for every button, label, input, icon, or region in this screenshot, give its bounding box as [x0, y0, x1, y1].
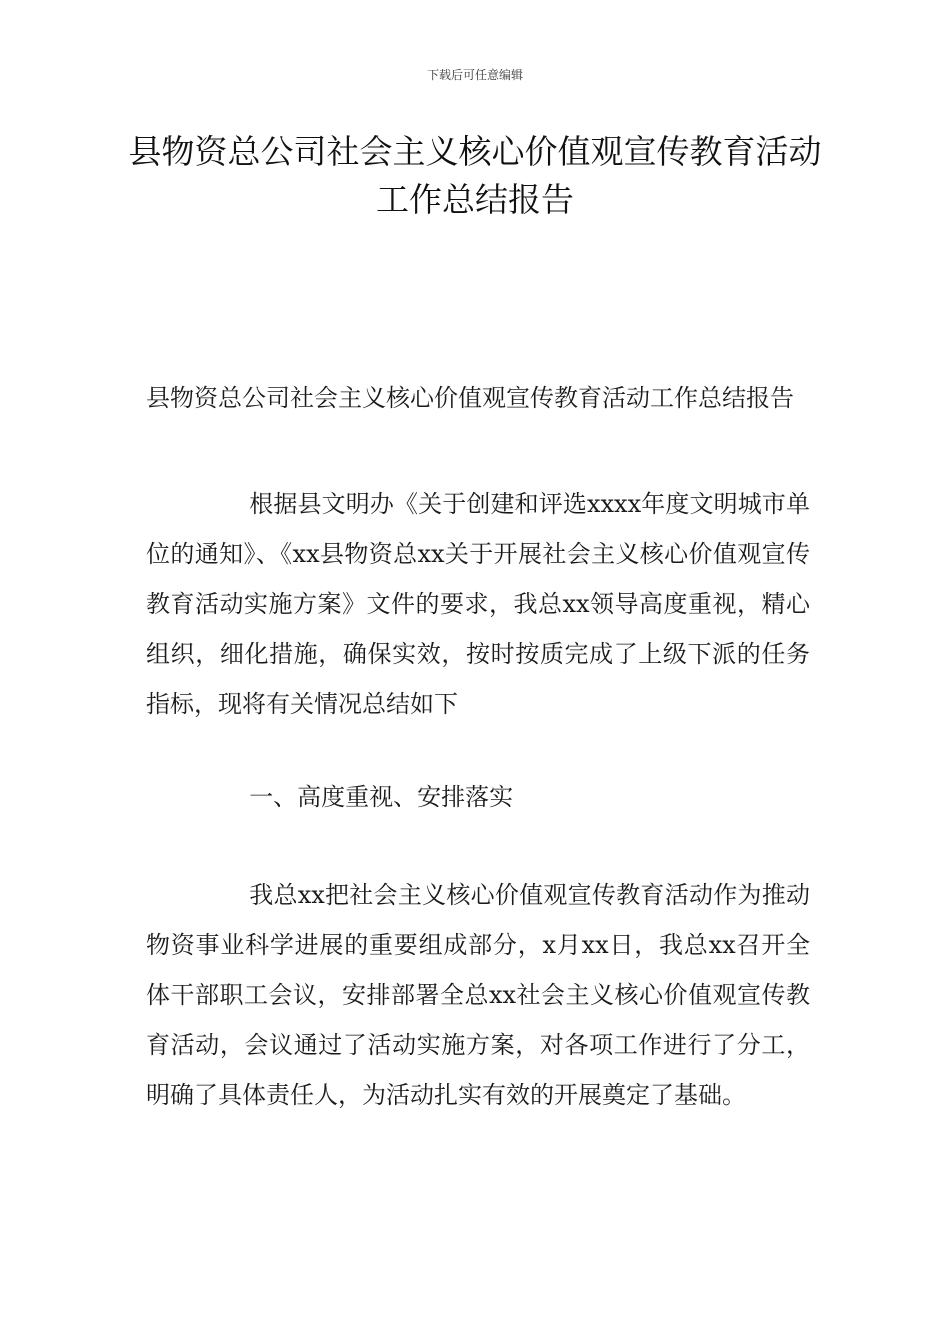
section-1-paragraph: 我总xx把社会主义核心价值观宣传教育活动作为推动物资事业科学进展的重要组成部分，x月xx日，我总xx召开全体干部职工会议，安排部署全总xx社会主义核心价值观宣传教育活动，会议通过了活动实施方案，对各项工作进行了分工，明确了具体责任人，为活动扎实有效的开展奠定了基础。: [146, 881, 810, 1109]
section-1-heading: 一、高度重视、安排落实: [249, 783, 514, 811]
intro-paragraph: 根据县文明办《关于创建和评选xxxx年度文明城市单位的通知》、《xx县物资总xx关于开展社会主义核心价值观宣传教育活动实施方案》文件的要求，我总xx领导高度重视，精心组织，细化措施，确保实效，按时按质完成了上级下派的任务指标，现将有关情况总结如下: [146, 490, 810, 718]
document-subtitle: 县物资总公司社会主义核心价值观宣传教育活动工作总结报告: [146, 384, 794, 412]
document-title: 县物资总公司社会主义核心价值观宣传教育活动工作总结报告: [128, 132, 822, 219]
header-note: 下载后可任意编辑: [426, 68, 523, 82]
